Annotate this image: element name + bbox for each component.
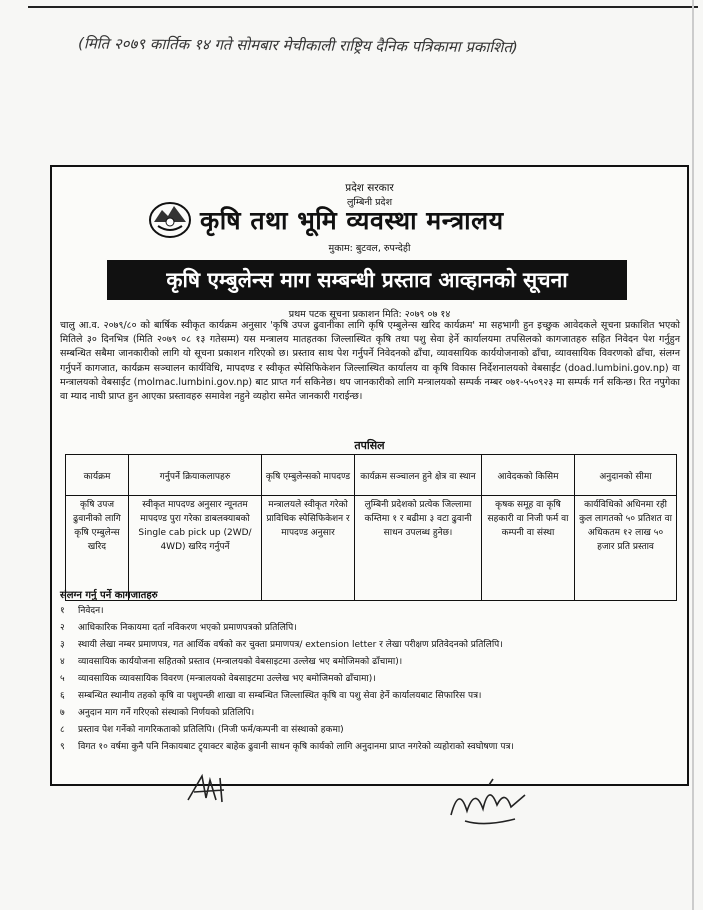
table-cell: लुम्बिनी प्रदेशको प्रत्येक जिल्लामा कम्तिमा १ र बढीमा ३ वटा ढुवानी साधन उपलब्ध हुनेछ। <box>355 496 482 601</box>
government-label: प्रदेश सरकार <box>345 182 394 194</box>
list-item: ७ अनुदान माग गर्ने गरिएको संस्थाको निर्णयको प्रतिलिपि। <box>60 708 255 718</box>
list-item: १ निवेदन। <box>60 606 104 616</box>
documents-list <box>60 603 680 756</box>
notice-title-banner: कृषि एम्बुलेन्स माग सम्बन्धी प्रस्ताव आव्हानको सूचना <box>107 260 627 300</box>
table-header: कार्यक्रम <box>66 455 129 496</box>
list-item: ६ सम्बन्धित स्थानीय तहको कृषि वा पशुपन्छी शाखा वा सम्बन्धित जिल्लास्थित कृषि वा पशु सेवा हेर्ने कार्यालयबाट सिफारिस पत्र। <box>60 691 482 701</box>
documents-heading: संलग्न गर्नु पर्ने कागजातहरु <box>60 590 158 601</box>
first-published-date: प्रथम पटक सूचना प्रकाशन मिति: २०७९ ०७ १४ <box>288 309 451 320</box>
notice-box <box>50 165 689 786</box>
emblem-icon <box>148 200 192 240</box>
table-caption: तपसिल <box>354 439 385 452</box>
table-header: कृषि एम्बुलेन्सको मापदण्ड <box>262 455 355 496</box>
table-header: कार्यक्रम सञ्चालन हुने क्षेत्र वा स्थान <box>355 455 482 496</box>
handwritten-publication-note: (मिति २०७९ कार्तिक १४ गते सोमबार मेचीकाली राष्ट्रिय दैनिक पत्रिकामा प्रकाशित) <box>77 34 518 57</box>
table-header-row <box>66 455 677 496</box>
ministry-location: मुकाम: बुटवल, रुपन्देही <box>328 243 411 254</box>
ministry-title: कृषि तथा भूमि व्यवस्था मन्त्रालय <box>200 206 504 235</box>
page-top-edge <box>28 6 698 8</box>
table-cell: कार्यविधिको अधिनमा रही कुल लागतको ५० प्रतिशत वा अधिकतम १२ लाख ५० हजार प्रति प्रस्ताव <box>575 496 677 601</box>
page-right-edge <box>692 0 694 910</box>
table-cell: मन्त्रालयले स्वीकृत गरेको प्राविधिक स्पेसिफिकेशन र मापदण्ड अनुसार <box>262 496 355 601</box>
table-header: अनुदानको सीमा <box>575 455 677 496</box>
list-item: ३ स्थायी लेखा नम्बर प्रमाणपत्र, गत आर्थिक वर्षको कर चुक्ता प्रमाणपत्र/ extension letter र लेखा परीक्षण प्रतिवेदनको प्रतिलिपि। <box>60 640 503 650</box>
table-header: गर्नुपर्ने क्रियाकलापहरु <box>129 455 262 496</box>
table-cell: कृषि उपज ढुवानीको लागि कृषि एम्बुलेन्स खरिद <box>66 496 129 601</box>
table-header: आवेदकको किसिम <box>482 455 575 496</box>
notice-body: चालु आ.व. २०७९/८० को बार्षिक स्वीकृत कार्यक्रम अनुसार 'कृषि उपज ढुवानीका लागि कृषि एम्बुलेन्स खरिद कार्यक्रम' मा सहभागी हुन इच्छुक आवेदकले सूचना प्रकाशित भएको मितिले ३० दिनभित्र (मिति २०७९ ०८ १३ गतेसम्म) यस मन्त्रालय मातहतका जिल्लास्थित कृषि तथा पशु सेवा हेर्ने कार्यालयमा तपसिलको कागजातहरु सहित निवेदन पेश गर्नुहुन सम्बन्धित सबैमा जानकारीको लागि यो सूचना प्रकाशन गरिएको छ। प्रस्ताव साथ पेश गर्नुपर्ने निवेदनको ढाँचा, व्यावसायिक कार्ययोजनाको ढाँचा, व्यावसायिक विवरणको ढाँचा, संलग्न गर्नुपर्ने कागजात, कार्यक्रम सञ्चालन कार्यविधि, मापदण्ड र स्वीकृत स्पेसिफिकेशन जिल्लास्थित कार्यालय वा कृषि विकास निर्देशनालयको वेबसाईट (doad.lumbini.gov.np) वा मन्त्रालयको वेबसाईट (molmac.lumbini.gov.np) बाट प्राप्त गर्न सकिनेछ। थप जानकारीको लागि मन्त्रालयको सम्पर्क नम्बर ०७१-५५०९२३ मा सम्पर्क गर्न सकिन्छ। रित नपुगेका वा म्याद नाघी प्राप्त हुन आएका प्रस्तावहरु समावेश नहुने व्यहोरा समेत जानकारी गराईन्छ। <box>60 320 680 403</box>
signature-left-icon <box>180 770 240 810</box>
signature-right-icon <box>445 775 535 830</box>
table-cell: कृषक समूह वा कृषि सहकारी वा निजी फर्म वा कम्पनी वा संस्था <box>482 496 575 601</box>
province-label: लुम्बिनी प्रदेश <box>346 197 393 208</box>
table-row <box>66 496 677 601</box>
list-item: ८ प्रस्ताव पेश गर्नेको नागरिकताको प्रतिलिपि। (निजी फर्म/कम्पनी वा संस्थाको हकमा) <box>60 725 344 735</box>
details-table <box>65 454 677 601</box>
table-cell: स्वीकृत मापदण्ड अनुसार न्यूनतम मापदण्ड पुरा गरेका डाबलक्याबको Single cab pick up (2WD/ 4WD) खरिद गर्नुपर्ने <box>129 496 262 601</box>
list-item: २ आधिकारिक निकायमा दर्ता नविकरण भएको प्रमाणपत्रको प्रतिलिपि। <box>60 623 297 633</box>
list-item: ९ विगत १० वर्षमा कुनै पनि निकायबाट ट्र्याक्टर बाहेक ढुवानी साधन कृषि कार्यको लागि अनुदानमा प्राप्त नगरेको व्यहोराको स्वघोषणा पत्र। <box>60 742 514 752</box>
list-item: ४ व्यावसायिक कार्ययोजना सहितको प्रस्ताव (मन्त्रालयको वेबसाइटमा उल्लेख भए बमोजिमको ढाँचामा)। <box>60 657 403 667</box>
list-item: ५ व्यावसायिक व्यावसायिक विवरण (मन्त्रालयको वेबसाइटमा उल्लेख भए बमोजिमको ढाँचामा)। <box>60 674 376 684</box>
